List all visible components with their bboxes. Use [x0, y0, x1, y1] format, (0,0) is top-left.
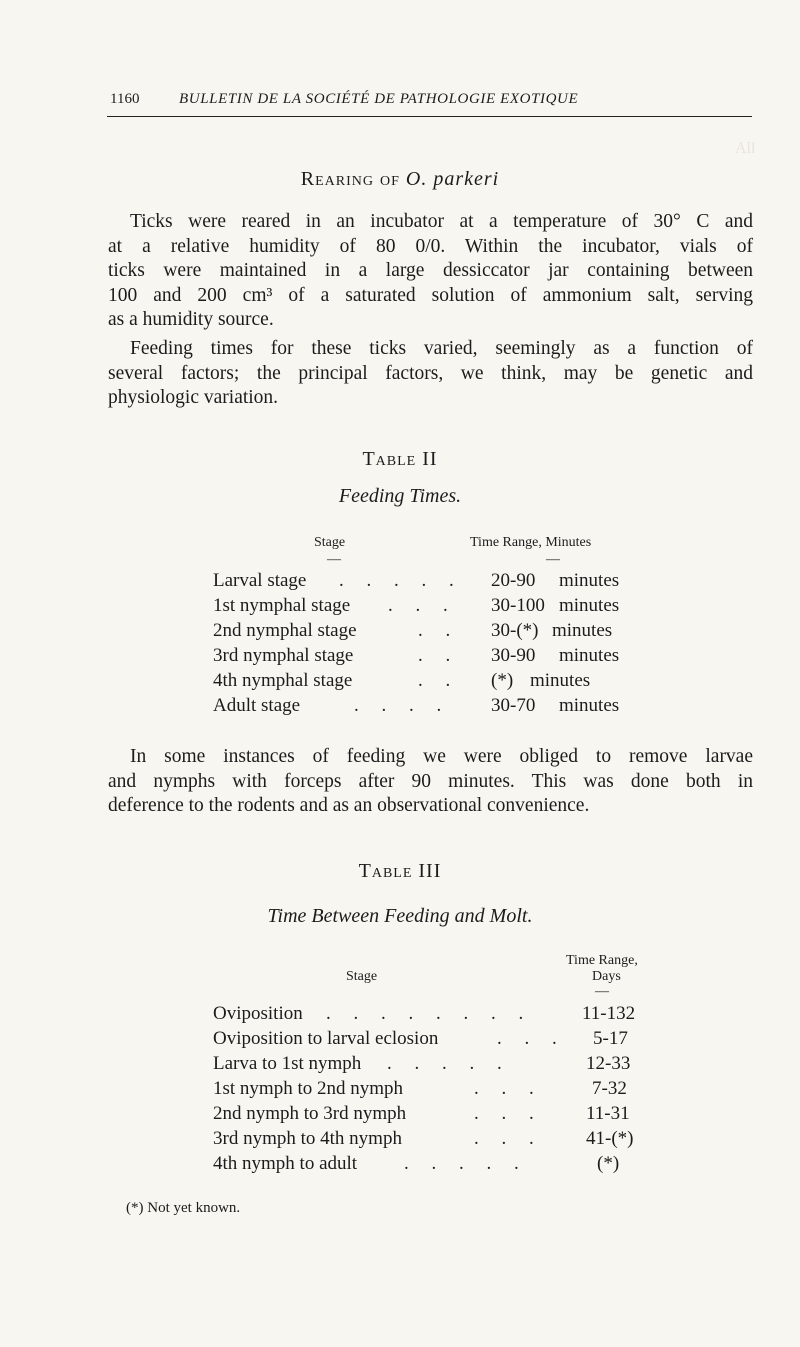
table3-stage: 4th nymph to adult — [213, 1153, 358, 1174]
table2-unit: minutes — [559, 645, 620, 666]
table2-unit: minutes — [559, 570, 620, 591]
table3-range: 41-(*) — [586, 1128, 634, 1149]
section-heading-species: O. parkeri — [405, 168, 500, 190]
text-line: at a relative humidity of 80 0/0. Within the incubator, vials of — [108, 235, 753, 257]
table3-stage: Oviposition — [213, 1003, 303, 1024]
bleed-through: All — [735, 140, 756, 157]
table3-range: 11-31 — [586, 1103, 630, 1124]
text-line: as a humidity source. — [108, 309, 274, 330]
leader-dots: . . — [418, 645, 460, 666]
table2-unit: minutes — [552, 620, 613, 641]
table3-label: Table III — [358, 860, 442, 882]
table3-stage: 1st nymph to 2nd nymph — [213, 1078, 404, 1099]
table2-unit: minutes — [559, 695, 620, 716]
table3-stage: Larva to 1st nymph — [213, 1053, 362, 1074]
text-line: Feeding times for these ticks varied, seemingly as a function of — [130, 338, 753, 359]
table3-dash: — — [595, 984, 609, 999]
text-line: In some instances of feeding we were obliged to remove larvae — [130, 746, 753, 767]
table2-stage: Adult stage — [213, 695, 301, 716]
table2-stage: 4th nymphal stage — [213, 670, 353, 691]
leader-dots: . . . . . — [339, 570, 463, 591]
table2-range: 30-90 — [491, 645, 536, 666]
table3-col-time-unit: Days — [592, 969, 621, 984]
leader-dots: . . . . . — [387, 1053, 511, 1074]
table2-stage: Larval stage — [213, 570, 307, 591]
table2-stage: 1st nymphal stage — [213, 595, 351, 616]
leader-dots: . . — [418, 620, 460, 641]
table2-col-stage: Stage — [314, 535, 346, 550]
table3-range: 11-132 — [582, 1003, 636, 1024]
leader-dots: . . . — [388, 595, 457, 616]
table2-dash: — — [546, 552, 560, 567]
table3-col-time: Time Range, — [566, 953, 638, 968]
table2-range: 30-70 — [491, 695, 536, 716]
text-line: physiologic variation. — [108, 387, 279, 408]
table2-range: (*) — [491, 670, 514, 691]
table3-stage: 3rd nymph to 4th nymph — [213, 1128, 402, 1149]
leader-dots: . . . . — [354, 695, 451, 716]
table3-range: 12-33 — [586, 1053, 631, 1074]
section-heading — [0, 168, 800, 191]
table2-stage: 2nd nymphal stage — [213, 620, 357, 641]
text-line: and nymphs with forceps after 90 minutes. This was done both in — [108, 770, 753, 792]
paragraph-incubation — [108, 210, 753, 333]
journal-title: BULLETIN DE LA SOCIÉTÉ DE PATHOLOGIE EXOTIQUE — [179, 91, 579, 107]
leader-dots: . . . . . — [404, 1153, 528, 1174]
section-heading-prefix: Rearing of — [300, 168, 400, 190]
text-line: several factors; the principal factors, we think, may be genetic and — [108, 362, 753, 384]
leader-dots: . . . — [474, 1078, 543, 1099]
footnote: (*) Not yet known. — [126, 1200, 241, 1216]
table3-col-stage: Stage — [346, 969, 378, 984]
text-line: deference to the rodents and as an observational convenience. — [108, 795, 590, 816]
table2-col-time: Time Range, Minutes — [470, 535, 592, 550]
paragraph-feeding-times — [108, 337, 753, 411]
leader-dots: . . . — [474, 1128, 543, 1149]
leader-dots: . . . — [497, 1028, 566, 1049]
leader-dots: . . — [418, 670, 460, 691]
leader-dots: . . . — [474, 1103, 543, 1124]
table3-range: 7-32 — [592, 1078, 627, 1099]
table3-stage: Oviposition to larval eclosion — [213, 1028, 439, 1049]
table2-range: 20-90 — [491, 570, 536, 591]
table2-unit: minutes — [559, 595, 620, 616]
table3-range: 5-17 — [593, 1028, 628, 1049]
text-line: 100 and 200 cm³ of a saturated solution of ammonium salt, serving — [108, 284, 753, 306]
table3-stage: 2nd nymph to 3rd nymph — [213, 1103, 407, 1124]
table2-label: Table II — [362, 448, 438, 470]
table2-dash: — — [327, 552, 341, 567]
running-header — [107, 88, 752, 117]
text-line: ticks were maintained in a large dessiccator jar containing between — [108, 260, 753, 281]
table2-range: 30-(*) — [491, 620, 539, 641]
leader-dots: . . . . . . . . — [326, 1003, 533, 1024]
table2-range: 30-100 — [491, 595, 545, 616]
table2-unit: minutes — [530, 670, 591, 691]
table2-caption: Feeding Times. — [338, 485, 462, 507]
text-line: Ticks were reared in an incubator at a temperature of 30° C and — [130, 211, 753, 232]
paragraph-forceps — [108, 745, 753, 819]
table2-stage: 3rd nymphal stage — [213, 645, 354, 666]
table3-caption: Time Between Feeding and Molt. — [267, 905, 533, 927]
table3-range: (*) — [597, 1153, 620, 1174]
page-number: 1160 — [110, 91, 140, 107]
